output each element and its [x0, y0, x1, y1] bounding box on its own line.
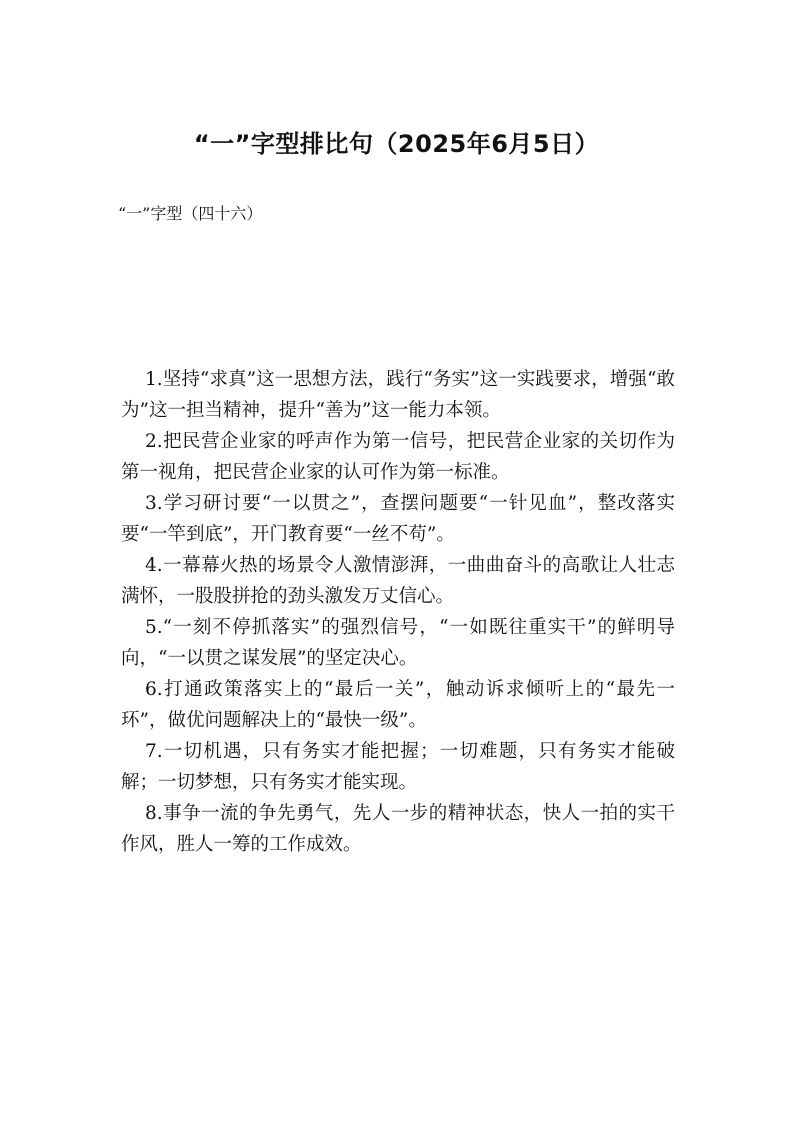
- paragraph-6: 6.打通政策落实上的“最后一关”，触动诉求倾听上的“最先一环”，做优问题解决上的“最快一级”。: [121, 679, 675, 731]
- paragraph-5: 5.“一刻不停抓落实”的强烈信号，“一如既往重实干”的鲜明导向，“一以贯之谋发展”的坚定决心。: [121, 617, 675, 669]
- paragraph-7: 7.一切机遇，只有务实才能把握；一切难题，只有务实才能破解；一切梦想，只有务实才能实现。: [121, 741, 675, 793]
- paragraph-3: 3.学习研讨要“一以贯之”，查摆问题要“一针见血”，整改落实要“一竿到底”，开门教育要“一丝不苟”。: [121, 493, 675, 545]
- document-body: [121, 364, 675, 860]
- paragraph-1: 1.坚持“求真”这一思想方法，践行“务实”这一实践要求，增强“敢为”这一担当精神，提升“善为”这一能力本领。: [121, 369, 675, 421]
- paragraph-2: 2.把民营企业家的呼声作为第一信号，把民营企业家的关切作为第一视角，把民营企业家的认可作为第一标准。: [121, 431, 675, 483]
- document-title: “一”字型排比句（2025年6月5日）: [193, 130, 600, 158]
- paragraph-8: 8.事争一流的争先勇气，先人一步的精神状态，快人一拍的实干作风，胜人一筹的工作成效。: [121, 803, 675, 855]
- paragraph-4: 4.一幕幕火热的场景令人激情澎湃，一曲曲奋斗的高歌让人壮志满怀，一股股拼抢的劲头激发万丈信心。: [121, 555, 675, 607]
- document-subtitle: “一”字型（四十六）: [118, 204, 263, 223]
